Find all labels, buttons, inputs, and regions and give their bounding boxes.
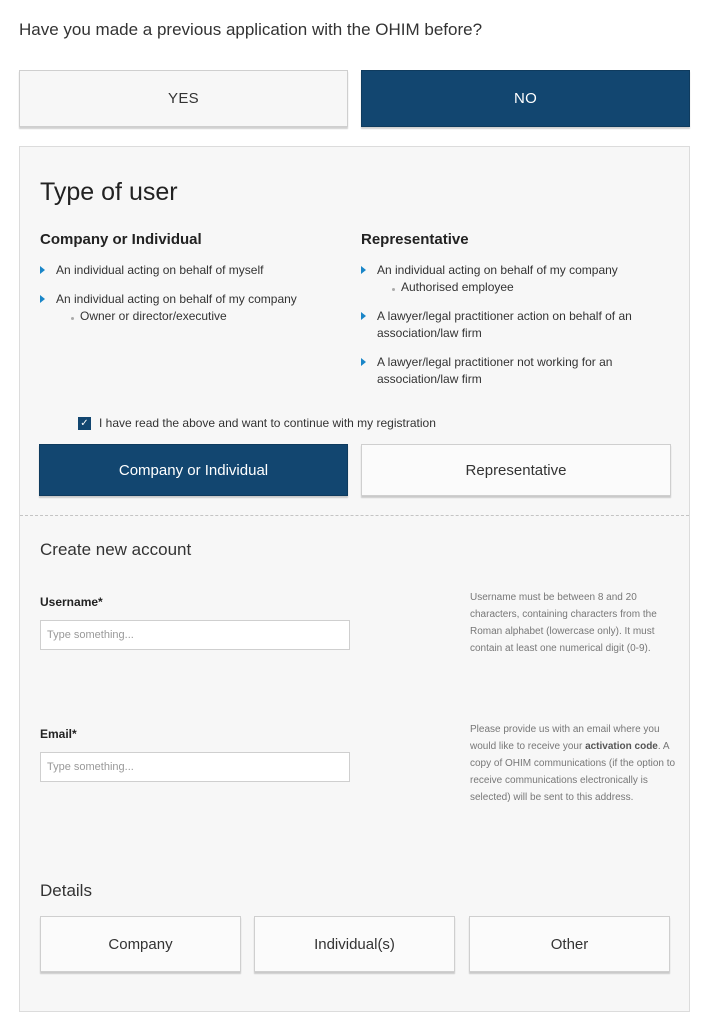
list-item-label: An individual acting on behalf of my company [377, 263, 618, 277]
arrow-right-icon [40, 266, 45, 274]
yes-button[interactable]: YES [19, 70, 348, 127]
list-sub-item [377, 279, 661, 296]
registration-panel [19, 146, 690, 1012]
company-or-individual-button[interactable]: Company or Individual [39, 444, 348, 496]
agree-label: I have read the above and want to continue with my registration [99, 416, 436, 430]
list-sub-item [56, 308, 340, 325]
create-account-title: Create new account [40, 540, 192, 559]
username-input[interactable] [40, 620, 350, 650]
list-item-label: A lawyer/legal practitioner not working for an association/law firm [377, 355, 613, 386]
bullet-dot-icon [392, 288, 395, 291]
representative-column-title: Representative [361, 231, 469, 248]
arrow-right-icon [361, 358, 366, 366]
agree-checkbox-row[interactable] [78, 416, 436, 430]
arrow-right-icon [361, 312, 366, 320]
list-item [40, 291, 340, 325]
list-sub-item-label: Authorised employee [401, 280, 514, 294]
type-of-user-title: Type of user [40, 178, 178, 206]
list-item [361, 308, 661, 342]
company-column-title: Company or Individual [40, 231, 202, 248]
bullet-dot-icon [71, 317, 74, 320]
arrow-right-icon [361, 266, 366, 274]
company-options-list [40, 262, 340, 337]
username-help-text: Username must be between 8 and 20 characters, containing characters from the Roman alphabet (lowercase only). It must contain at least one numerical digit (0-9). [470, 592, 657, 654]
representative-options-list [361, 262, 661, 400]
previous-application-question: Have you made a previous application with the OHIM before? [19, 20, 483, 39]
section-divider [20, 515, 689, 516]
email-help-text [470, 721, 676, 806]
individuals-button[interactable]: Individual(s) [254, 916, 455, 972]
email-help-pre: Please provide us with an email where you would like to receive your [470, 724, 660, 752]
list-sub-item-label: Owner or director/executive [80, 309, 227, 323]
list-item-label: An individual acting on behalf of myself [56, 263, 264, 277]
details-title: Details [40, 881, 92, 900]
company-button[interactable]: Company [40, 916, 241, 972]
list-item-label: An individual acting on behalf of my company [56, 292, 297, 306]
list-item [361, 354, 661, 388]
other-button[interactable]: Other [469, 916, 670, 972]
list-item [40, 262, 340, 279]
email-help-post: . A copy of OHIM communications (if the option to receive communications electronically is selected) will be sent to this address. [470, 741, 676, 803]
no-button[interactable]: NO [361, 70, 690, 127]
email-help-bold: activation code [585, 741, 658, 752]
email-label: Email* [40, 727, 77, 741]
email-input[interactable] [40, 752, 350, 782]
arrow-right-icon [40, 295, 45, 303]
list-item [361, 262, 661, 296]
agree-checkbox[interactable]: ✓ [78, 417, 91, 430]
representative-button[interactable]: Representative [361, 444, 671, 496]
username-label: Username* [40, 595, 103, 609]
list-item-label: A lawyer/legal practitioner action on behalf of an association/law firm [377, 309, 632, 340]
